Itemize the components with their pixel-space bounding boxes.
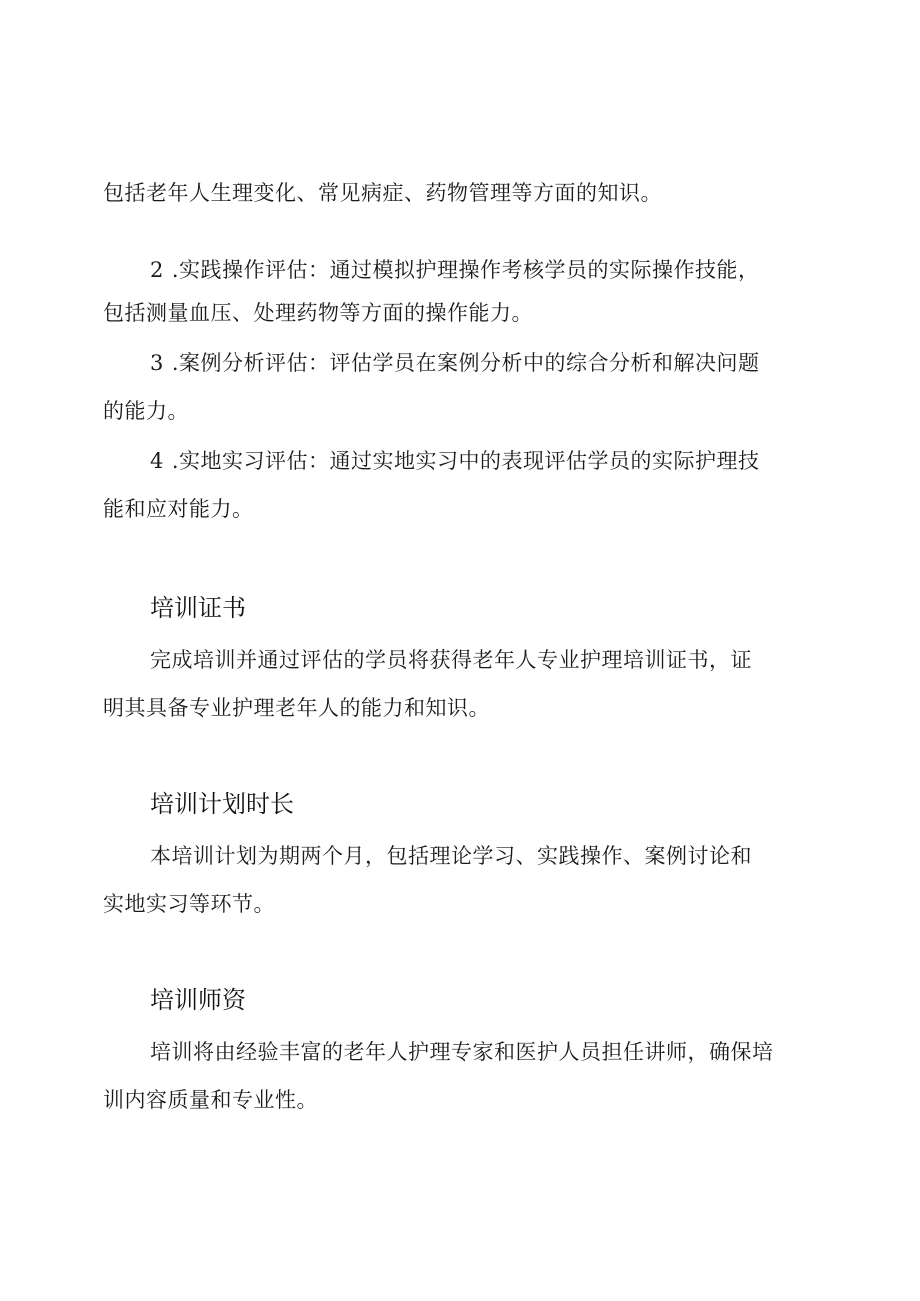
section-heading-instructors: 培训师资: [150, 986, 246, 1014]
section-instructors-line1: 培训将由经验丰富的老年人护理专家和医护人员担任讲师，确保培: [150, 1040, 774, 1064]
section-certificate-line2: 明其具备专业护理老年人的能力和知识。: [103, 696, 490, 720]
evaluation-item-4-line2: 能和应对能力。: [103, 497, 254, 521]
section-duration-line1: 本培训计划为期两个月，包括理论学习、实践操作、案例讨论和: [150, 844, 752, 868]
evaluation-item-3-line2: 的能力。: [103, 399, 189, 423]
evaluation-item-2-number: 2: [150, 258, 164, 282]
evaluation-item-2-text: .实践操作评估：通过模拟护理操作考核学员的实际操作技能，: [171, 258, 760, 282]
evaluation-item-4-line1: [150, 446, 760, 476]
section-duration-line2: 实地实习等环节。: [103, 892, 275, 916]
evaluation-item-3-number: 3: [150, 351, 164, 375]
evaluation-item-4-number: 4: [150, 449, 164, 473]
section-heading-certificate: 培训证书: [150, 594, 246, 622]
evaluation-item-2-line1: [150, 255, 760, 285]
evaluation-item-2-line2: 包括测量血压、处理药物等方面的操作能力。: [103, 301, 533, 325]
evaluation-item-3-text: .案例分析评估：评估学员在案例分析中的综合分析和解决问题: [171, 351, 760, 375]
evaluation-item-4-text: .实地实习评估：通过实地实习中的表现评估学员的实际护理技: [171, 449, 760, 473]
evaluation-item-3-line1: [150, 348, 760, 378]
section-heading-duration: 培训计划时长: [150, 790, 294, 818]
intro-continuation-text: 包括老年人生理变化、常见病症、药物管理等方面的知识。: [103, 181, 662, 205]
section-certificate-line1: 完成培训并通过评估的学员将获得老年人专业护理培训证书，证: [150, 648, 752, 672]
section-instructors-line2: 训内容质量和专业性。: [103, 1088, 318, 1112]
